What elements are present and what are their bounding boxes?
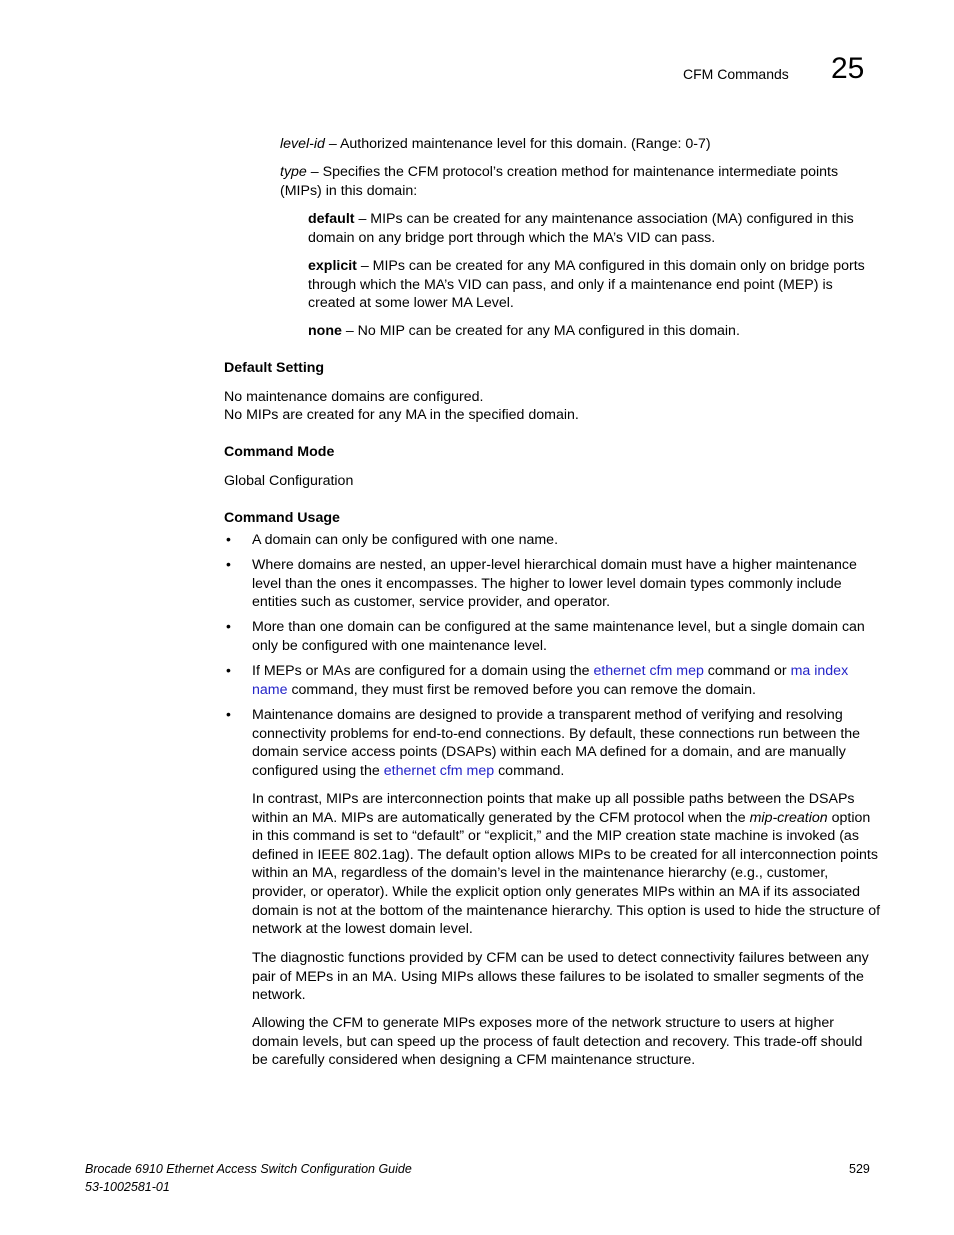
command-usage-heading: Command Usage <box>224 510 340 526</box>
param-term: type <box>280 164 307 180</box>
mip-creation-term: mip-creation <box>749 809 828 826</box>
bullet-marker: • <box>226 556 231 572</box>
option-term: default <box>308 211 355 227</box>
ethernet-cfm-mep-link[interactable]: ethernet cfm mep <box>383 762 495 779</box>
usage-bullet-3: More than one domain can be configured at the same maintenance level, but a single domain can only be configured with one maintenance level. <box>252 619 865 654</box>
option-desc: – MIPs can be created for any maintenance association (MA) configured in this domain on any bridge port through which the MA’s VID can pass. <box>308 211 854 246</box>
usage-text: option in this command is set to “default” or “explicit,” and the MIP creation state machine is invoked (as defined in IEEE 802.1ag). The default option allows MIPs to be created for all interconnection points within an MA, regardless of the domain’s level in the maintenance hierarchy (e.g., customer, provider, or operator). While the explicit option only generates MIPs within an MA if its associated domain is not at the bottom of the maintenance hierarchy. This option is used to hide the structure of network at the lowest domain level. <box>252 809 881 938</box>
usage-paragraph-diagnostics: The diagnostic functions provided by CFM can be used to detect connectivity failures between any pair of MEPs in an MA. Using MIPs allows these failures to be isolated to smaller segments of the network. <box>252 950 869 1004</box>
bullet-marker: • <box>226 531 231 547</box>
usage-text: If MEPs or MAs are configured for a domain using the <box>252 663 594 679</box>
usage-text: command, they must first be removed before you can remove the domain. <box>287 681 756 698</box>
param-level-id <box>280 135 880 154</box>
running-header-title: CFM Commands <box>683 66 789 82</box>
usage-text: command or <box>703 663 791 679</box>
command-mode-text: Global Configuration <box>224 473 354 489</box>
option-term: explicit <box>308 258 357 274</box>
default-setting-heading: Default Setting <box>224 360 325 376</box>
usage-text: In contrast, MIPs are interconnection points that make up all possible paths between the DSAPs within an MA. MIPs are automatically generated by the CFM protocol when the <box>252 791 855 826</box>
command-mode-heading: Command Mode <box>224 444 335 460</box>
bullet-marker: • <box>226 618 231 634</box>
usage-paragraph-tradeoff: Allowing the CFM to generate MIPs exposes more of the network structure to users at higher domain levels, but can speed up the process of fault detection and recovery. This trade-off should be carefully considered when designing a CFM maintenance structure. <box>252 1015 863 1069</box>
usage-text: Maintenance domains are designed to provide a transparent method of verifying and resolving connectivity problems for end-to-end connections. By default, these connections run between the domain service access points (DSAPs) within each MA defined for a domain, and are manually configured using the <box>252 707 861 779</box>
usage-bullet-5 <box>252 706 882 780</box>
usage-paragraph-mips <box>252 790 882 939</box>
ma-index-name-link[interactable]: ma index name <box>252 663 849 698</box>
usage-bullet-2: Where domains are nested, an upper-level hierarchical domain must have a higher maintenance level than the ones it encompasses. The higher to lower level domain types commonly include entities such as customer, service provider, and operator. <box>252 557 857 611</box>
usage-bullet-1: A domain can only be configured with one name. <box>252 532 559 548</box>
footer-guide-title: Brocade 6910 Ethernet Access Switch Configuration Guide <box>85 1162 412 1176</box>
default-setting-line-1: No maintenance domains are configured. <box>224 389 484 405</box>
ethernet-cfm-mep-link[interactable]: ethernet cfm mep <box>593 663 704 679</box>
param-type <box>280 163 880 200</box>
param-desc: – Authorized maintenance level for this domain. (Range: 0-7) <box>324 136 711 152</box>
param-term: level-id <box>280 136 325 152</box>
option-term: none <box>308 323 342 339</box>
bullet-marker: • <box>226 706 231 722</box>
option-desc: – MIPs can be created for any MA configured in this domain only on bridge ports through which the MA’s VID can pass, and only if a maintenance end point (MEP) is created at some lower MA Level. <box>308 258 865 312</box>
option-default <box>308 210 883 247</box>
default-setting-line-2: No MIPs are created for any MA in the specified domain. <box>224 407 579 423</box>
chapter-number: 25 <box>831 52 865 85</box>
option-desc: – No MIP can be created for any MA configured in this domain. <box>341 323 740 339</box>
option-none <box>308 322 883 341</box>
param-desc: – Specifies the CFM protocol’s creation method for maintenance intermediate points (MIPs) in this domain: <box>280 164 839 199</box>
usage-bullet-4 <box>252 662 882 699</box>
option-explicit <box>308 257 883 313</box>
usage-text: command. <box>494 762 565 779</box>
footer-page-number: 529 <box>849 1162 870 1176</box>
bullet-marker: • <box>226 662 231 678</box>
footer-doc-number: 53-1002581-01 <box>85 1180 170 1194</box>
